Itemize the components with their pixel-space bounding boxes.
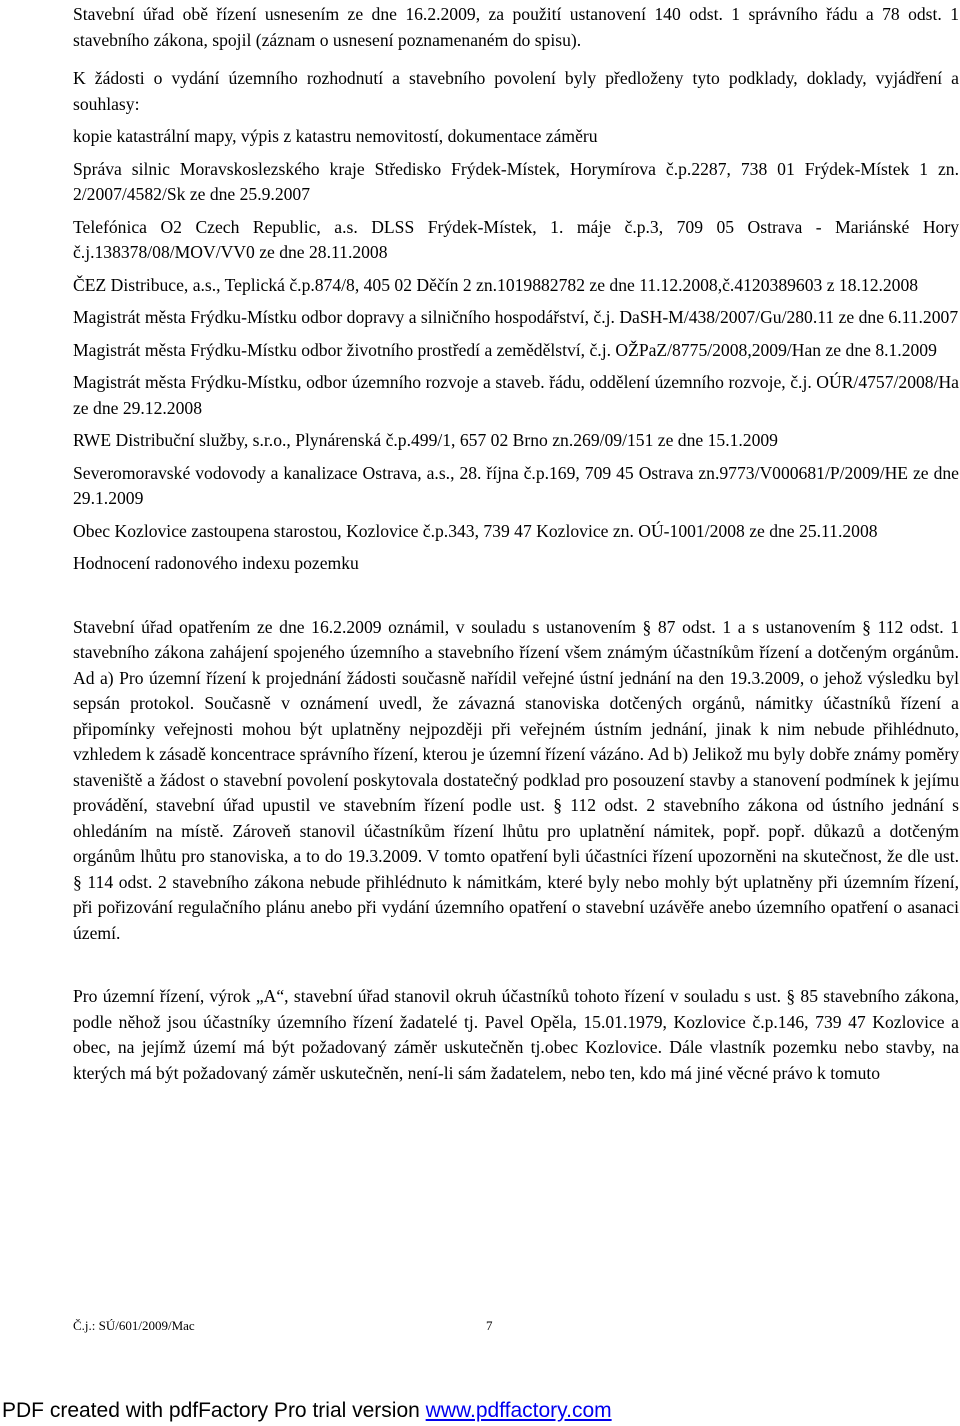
banner-text: PDF created with pdfFactory Pro trial version bbox=[2, 1399, 426, 1422]
list-item: ČEZ Distribuce, a.s., Teplická č.p.874/8, 405 02 Děčín 2 zn.1019882782 ze dne 11.12.2008,č.4120389603 z 18.12.2008 bbox=[73, 274, 919, 295]
pdffactory-link[interactable]: www.pdffactory.com bbox=[425, 1399, 612, 1422]
paragraph-documents-intro: K žádosti o vydání územního rozhodnutí a stavebního povolení byly předloženy tyto podklady, doklady, vyjádření a souhlasy: bbox=[73, 68, 959, 114]
paragraph-proceedings: Stavební úřad opatřením ze dne 16.2.2009 oznámil, v souladu s ustanovením § 87 odst. 1 a s ustanovením § 112 odst. 1 stavebního zákona zahájení spojeného územního a stavebního řízení všem známým účastníkům řízení a dotčeným orgánům. Ad a) Pro územní řízení k projednání žádosti současně nařídil veřejné ústní jednání na den 19.3.2009, o jehož výsledku byl sepsán protokol. Současně v oznámení uvedl, že závazná stanoviska dotčených orgánů, námitky účastníků řízení a připomínky veřejnosti mohou být uplatněny nejpozději při veřejném ústním jednání, jinak k nim nebude přihlédnuto, vzhledem k zásadě koncentrace správního řízení, kterou je územní řízení vázáno. Ad b) Jelikož mu byly dobře známy poměry staveniště a žádost o stavební povolení poskytovala dostatečný podklad pro posouzení stavby a stanovení podmínek k jejímu provádění, stavební úřad upustil ve stavebním řízení podle ust. § 112 odst. 2 stavebního zákona od ústního jednání s ohledáním na místě. Zároveň stanovil účastníkům řízení lhůtu pro uplatnění námitek, popř. popř. důkazů a dotčeným orgánům lhůtu pro stanoviska, a to do 19.3.2009. V tomto opatření byli účastníci řízení upozorněni na skutečnost, že dle ust. § 114 odst. 2 stavebního zákona nebude přihlédnuto k námitkám, které byly nebo mohly být uplatněny při územním řízení, při pořizování regulačního plánu anebo při vydání územního opatření o stavební uzávěře anebo územního opatření o asanaci území. bbox=[73, 616, 959, 943]
footer-reference: Č.j.: SÚ/601/2009/Mac bbox=[73, 1318, 195, 1333]
paragraph-participants: Pro územní řízení, výrok „A“, stavební úřad stanovil okruh účastníků tohoto řízení v souladu s ust. § 85 stavebního zákona, podle něhož jsou účastníky územního řízení žadatelé tj. Pavel Opěla, 15.01.1979, Kozlovice č.p.146, 739 47 Kozlovice a obec, na jejímž území má být požadovaný záměr uskutečněn tj.obec Kozlovice. Dále vlastník pozemku nebo stavby, na kterých má být požadovaný záměr uskutečněn, není-li sám žadatelem, nebo ten, kdo má jiné věcné právo k tomuto bbox=[73, 986, 959, 1083]
pdffactory-banner bbox=[0, 1396, 960, 1426]
list-item: Obec Kozlovice zastoupena starostou, Kozlovice č.p.343, 739 47 Kozlovice zn. OÚ-1001/2008 ze dne 25.11.2008 bbox=[73, 520, 878, 541]
paragraph-merge-notice: Stavební úřad obě řízení usnesením ze dne 16.2.2009, za použití ustanovení 140 odst. 1 správního řádu a 78 odst. 1 stavebního zákona, spojil (záznam o usnesení poznamenaném do spisu). bbox=[73, 4, 959, 50]
list-item: Magistrát města Frýdku-Místku odbor životního prostředí a zemědělství, č.j. OŽPaZ/8775/2008,2009/Han ze dne 8.1.2009 bbox=[73, 339, 937, 360]
list-item: Hodnocení radonového indexu pozemku bbox=[73, 553, 359, 573]
page-number: 7 bbox=[486, 1318, 493, 1333]
list-item: Severomoravské vodovody a kanalizace Ostrava, a.s., 28. října č.p.169, 709 45 Ostrava zn.9773/V000681/P/2009/HE ze dne 29.1.2009 bbox=[73, 462, 959, 508]
document-page bbox=[73, 2, 959, 1086]
list-item: Telefónica O2 Czech Republic, a.s. DLSS Frýdek-Místek, 1. máje č.p.3, 709 05 Ostrava - Mariánské Hory č.j.138378/08/MOV/VV0 ze dne 28.11.2008 bbox=[73, 216, 959, 262]
list-item: Magistrát města Frýdku-Místku, odbor územního rozvoje a staveb. řádu, oddělení územního rozvoje, č.j. OÚR/4757/2008/Ha ze dne 29.12.2008 bbox=[73, 372, 959, 418]
list-item: RWE Distribuční služby, s.r.o., Plynárenská č.p.499/1, 657 02 Brno zn.269/09/151 ze dne 15.1.2009 bbox=[73, 430, 778, 450]
paragraph-documents-basic: kopie katastrální mapy, výpis z katastru nemovitostí, dokumentace záměru bbox=[73, 126, 598, 146]
list-item: Správa silnic Moravskoslezského kraje Středisko Frýdek-Místek, Horymírova č.p.2287, 738 01 Frýdek-Místek 1 zn. 2/2007/4582/Sk ze dne 25.9.2007 bbox=[73, 158, 959, 204]
list-item: Magistrát města Frýdku-Místku odbor dopravy a silničního hospodářství, č.j. DaSH-M/438/2007/Gu/280.11 ze dne 6.11.2007 bbox=[73, 307, 959, 327]
